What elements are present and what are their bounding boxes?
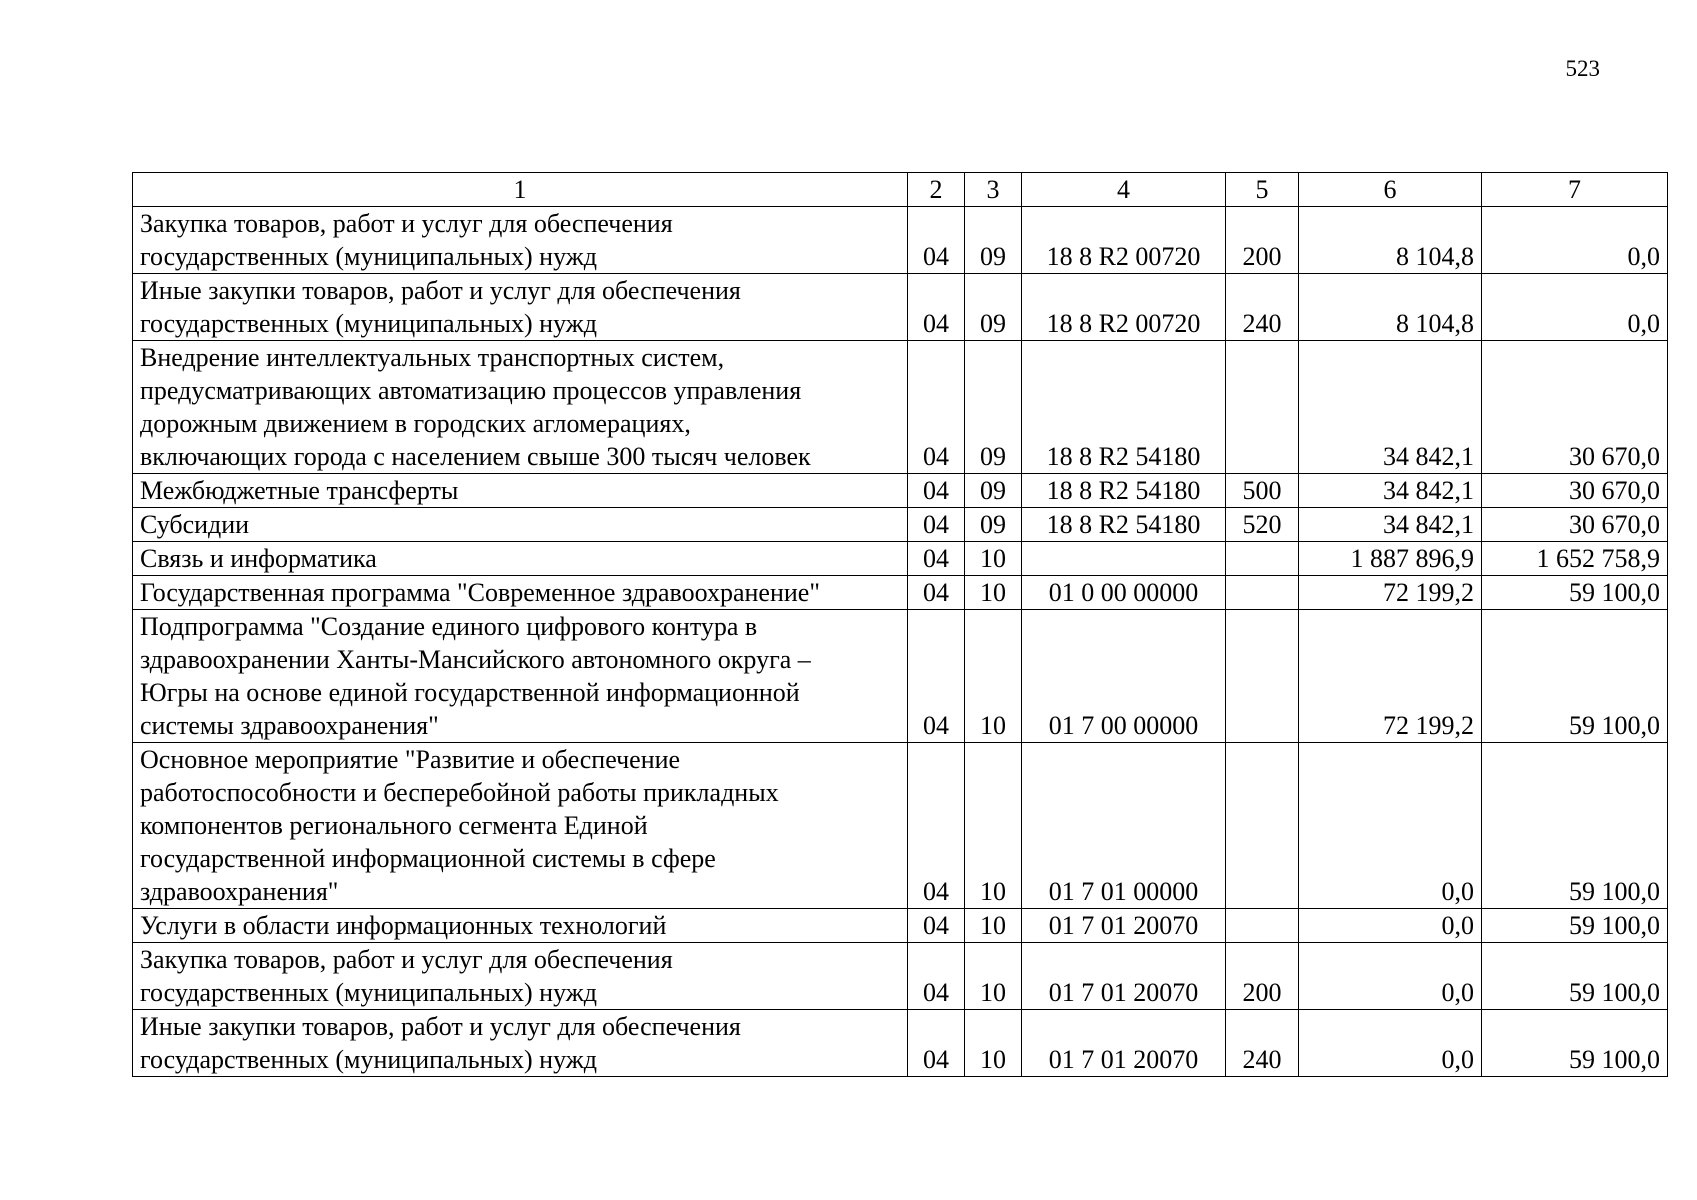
amount-col7-cell: 59 100,0 xyxy=(1482,943,1668,1010)
item-name-line: Основное мероприятие "Развитие и обеспечение xyxy=(140,745,681,774)
expense-type-cell: 240 xyxy=(1226,1010,1299,1077)
table-row xyxy=(133,474,1668,508)
subsection-code-cell: 09 xyxy=(965,341,1022,474)
amount-col6-cell: 72 199,2 xyxy=(1299,610,1482,743)
item-name-cell xyxy=(133,1010,908,1077)
expense-type-cell xyxy=(1226,576,1299,610)
amount-col6-cell: 72 199,2 xyxy=(1299,576,1482,610)
section-code-cell: 04 xyxy=(908,610,965,743)
table-row xyxy=(133,1010,1668,1077)
expense-type-cell: 200 xyxy=(1226,943,1299,1010)
column-header-3: 3 xyxy=(965,173,1022,207)
subsection-code-cell: 10 xyxy=(965,909,1022,943)
item-name-line: здравоохранения" xyxy=(140,877,339,906)
expense-type-cell: 240 xyxy=(1226,274,1299,341)
item-name-line: государственных (муниципальных) нужд xyxy=(140,978,597,1007)
table-row xyxy=(133,576,1668,610)
expense-type-cell xyxy=(1226,743,1299,909)
subsection-code-cell: 09 xyxy=(965,274,1022,341)
subsection-code-cell: 09 xyxy=(965,474,1022,508)
target-article-cell: 18 8 R2 54180 xyxy=(1022,508,1226,542)
amount-col6-cell: 34 842,1 xyxy=(1299,341,1482,474)
target-article-cell: 18 8 R2 00720 xyxy=(1022,207,1226,274)
page-number: 523 xyxy=(1565,56,1600,81)
section-code-cell: 04 xyxy=(908,1010,965,1077)
target-article-cell: 18 8 R2 54180 xyxy=(1022,341,1226,474)
item-name-line: компонентов регионального сегмента Единой xyxy=(140,811,648,840)
amount-col6-cell: 0,0 xyxy=(1299,1010,1482,1077)
amount-col7-cell: 59 100,0 xyxy=(1482,1010,1668,1077)
item-name-cell xyxy=(133,508,908,542)
amount-col6-cell: 8 104,8 xyxy=(1299,274,1482,341)
target-article-cell: 01 7 00 00000 xyxy=(1022,610,1226,743)
item-name-line: Услуги в области информационных технологий xyxy=(140,911,667,940)
item-name-line: Внедрение интеллектуальных транспортных систем, xyxy=(140,343,725,372)
amount-col6-cell: 8 104,8 xyxy=(1299,207,1482,274)
amount-col6-cell: 0,0 xyxy=(1299,943,1482,1010)
table-row xyxy=(133,207,1668,274)
table-row xyxy=(133,610,1668,743)
expense-type-cell: 200 xyxy=(1226,207,1299,274)
target-article-cell: 18 8 R2 00720 xyxy=(1022,274,1226,341)
item-name-cell xyxy=(133,909,908,943)
item-name-line: Связь и информатика xyxy=(140,544,377,573)
subsection-code-cell: 10 xyxy=(965,542,1022,576)
target-article-cell: 01 7 01 20070 xyxy=(1022,943,1226,1010)
item-name-line: работоспособности и бесперебойной работы прикладных xyxy=(140,778,779,807)
item-name-line: государственных (муниципальных) нужд xyxy=(140,1045,597,1074)
section-code-cell: 04 xyxy=(908,909,965,943)
amount-col6-cell: 0,0 xyxy=(1299,743,1482,909)
amount-col7-cell: 30 670,0 xyxy=(1482,474,1668,508)
column-header-2: 2 xyxy=(908,173,965,207)
target-article-cell: 01 0 00 00000 xyxy=(1022,576,1226,610)
section-code-cell: 04 xyxy=(908,743,965,909)
item-name-cell xyxy=(133,743,908,909)
table-row xyxy=(133,341,1668,474)
item-name-cell xyxy=(133,943,908,1010)
amount-col7-cell: 0,0 xyxy=(1482,207,1668,274)
item-name-cell xyxy=(133,542,908,576)
table-row xyxy=(133,508,1668,542)
column-header-4: 4 xyxy=(1022,173,1226,207)
item-name-cell xyxy=(133,576,908,610)
expense-type-cell xyxy=(1226,909,1299,943)
subsection-code-cell: 10 xyxy=(965,743,1022,909)
table-row xyxy=(133,943,1668,1010)
amount-col6-cell: 1 887 896,9 xyxy=(1299,542,1482,576)
section-code-cell: 04 xyxy=(908,508,965,542)
subsection-code-cell: 10 xyxy=(965,610,1022,743)
item-name-line: здравоохранении Ханты-Мансийского автономного округа – xyxy=(140,645,811,674)
section-code-cell: 04 xyxy=(908,474,965,508)
amount-col7-cell: 1 652 758,9 xyxy=(1482,542,1668,576)
amount-col7-cell: 59 100,0 xyxy=(1482,576,1668,610)
item-name-line: Подпрограмма "Создание единого цифрового контура в xyxy=(140,612,758,641)
expense-type-cell xyxy=(1226,542,1299,576)
subsection-code-cell: 10 xyxy=(965,1010,1022,1077)
subsection-code-cell: 10 xyxy=(965,943,1022,1010)
amount-col7-cell: 59 100,0 xyxy=(1482,909,1668,943)
subsection-code-cell: 10 xyxy=(965,576,1022,610)
item-name-line: государственных (муниципальных) нужд xyxy=(140,309,597,338)
section-code-cell: 04 xyxy=(908,341,965,474)
item-name-line: Югры на основе единой государственной информационной xyxy=(140,678,800,707)
table-body xyxy=(133,207,1668,1077)
item-name-line: Государственная программа "Современное здравоохранение" xyxy=(140,578,820,607)
table-row xyxy=(133,274,1668,341)
target-article-cell: 18 8 R2 54180 xyxy=(1022,474,1226,508)
expense-type-cell xyxy=(1226,341,1299,474)
target-article-cell xyxy=(1022,542,1226,576)
section-code-cell: 04 xyxy=(908,207,965,274)
amount-col6-cell: 34 842,1 xyxy=(1299,508,1482,542)
header-row xyxy=(133,173,1668,207)
item-name-line: предусматривающих автоматизацию процессов управления xyxy=(140,376,802,405)
target-article-cell: 01 7 01 00000 xyxy=(1022,743,1226,909)
target-article-cell: 01 7 01 20070 xyxy=(1022,909,1226,943)
expense-type-cell xyxy=(1226,610,1299,743)
item-name-cell xyxy=(133,341,908,474)
table-row xyxy=(133,743,1668,909)
column-header-6: 6 xyxy=(1299,173,1482,207)
item-name-cell xyxy=(133,474,908,508)
item-name-line: Закупка товаров, работ и услуг для обеспечения xyxy=(140,209,673,238)
expense-type-cell: 500 xyxy=(1226,474,1299,508)
column-header-5: 5 xyxy=(1226,173,1299,207)
section-code-cell: 04 xyxy=(908,274,965,341)
section-code-cell: 04 xyxy=(908,542,965,576)
budget-table xyxy=(132,172,1668,1077)
item-name-line: системы здравоохранения" xyxy=(140,711,439,740)
amount-col7-cell: 59 100,0 xyxy=(1482,610,1668,743)
item-name-cell xyxy=(133,610,908,743)
item-name-line: включающих города с населением свыше 300 тысяч человек xyxy=(140,442,811,471)
column-header-7: 7 xyxy=(1482,173,1668,207)
item-name-line: государственных (муниципальных) нужд xyxy=(140,242,597,271)
amount-col6-cell: 0,0 xyxy=(1299,909,1482,943)
item-name-line: Иные закупки товаров, работ и услуг для обеспечения xyxy=(140,1012,741,1041)
item-name-line: дорожным движением в городских агломерациях, xyxy=(140,409,691,438)
expense-type-cell: 520 xyxy=(1226,508,1299,542)
section-code-cell: 04 xyxy=(908,943,965,1010)
amount-col6-cell: 34 842,1 xyxy=(1299,474,1482,508)
subsection-code-cell: 09 xyxy=(965,508,1022,542)
amount-col7-cell: 30 670,0 xyxy=(1482,508,1668,542)
item-name-line: Межбюджетные трансферты xyxy=(140,476,459,505)
table-row xyxy=(133,542,1668,576)
item-name-cell xyxy=(133,274,908,341)
item-name-line: Закупка товаров, работ и услуг для обеспечения xyxy=(140,945,673,974)
amount-col7-cell: 30 670,0 xyxy=(1482,341,1668,474)
amount-col7-cell: 59 100,0 xyxy=(1482,743,1668,909)
item-name-line: Субсидии xyxy=(140,510,250,539)
table-header xyxy=(133,173,1668,207)
table-row xyxy=(133,909,1668,943)
item-name-line: Иные закупки товаров, работ и услуг для обеспечения xyxy=(140,276,741,305)
amount-col7-cell: 0,0 xyxy=(1482,274,1668,341)
item-name-line: государственной информационной системы в сфере xyxy=(140,844,716,873)
column-header-1: 1 xyxy=(133,173,908,207)
item-name-cell xyxy=(133,207,908,274)
section-code-cell: 04 xyxy=(908,576,965,610)
subsection-code-cell: 09 xyxy=(965,207,1022,274)
target-article-cell: 01 7 01 20070 xyxy=(1022,1010,1226,1077)
